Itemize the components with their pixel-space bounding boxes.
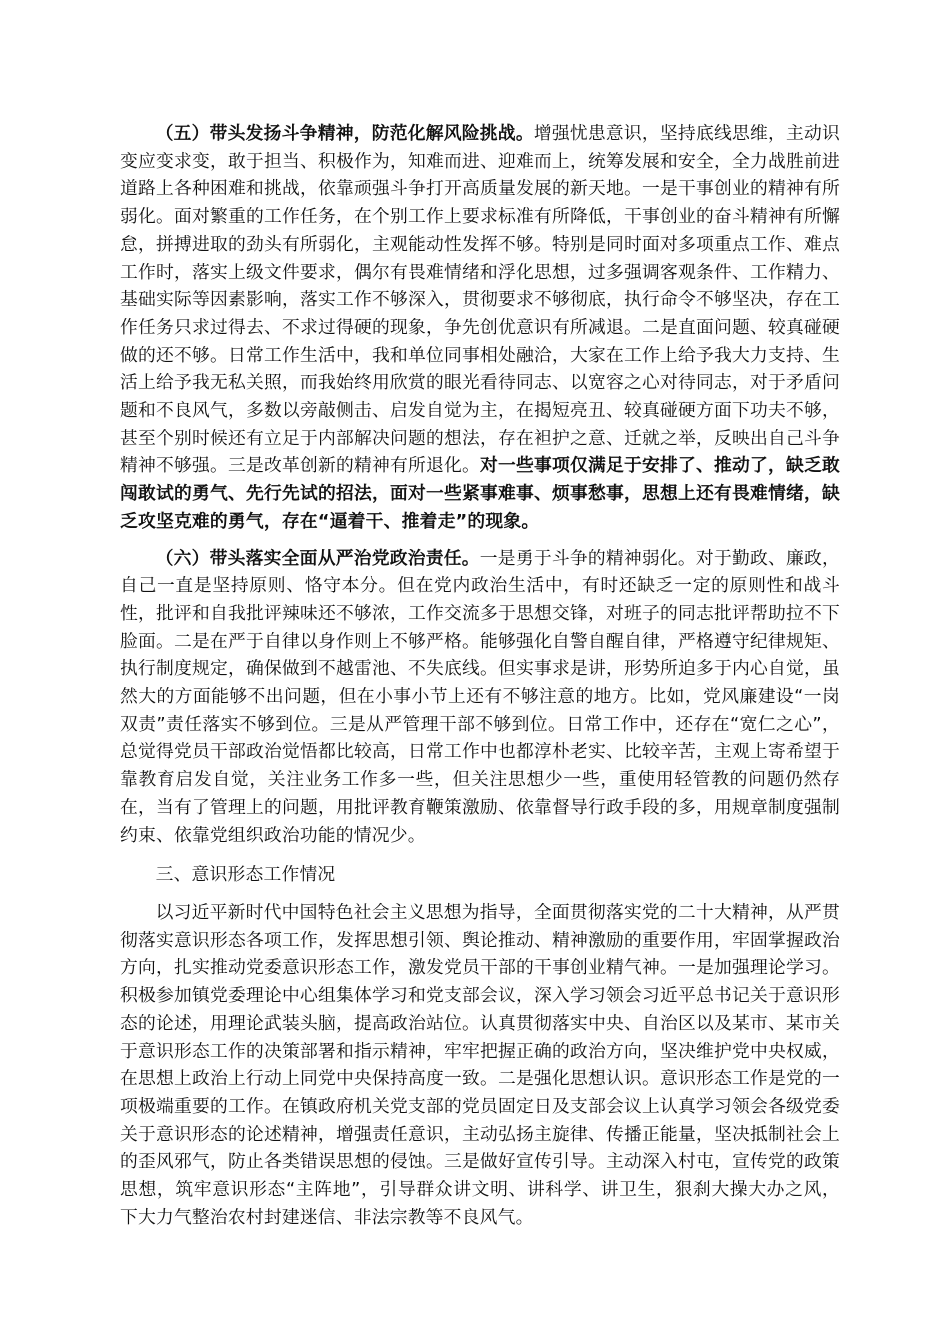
section-six-paragraph [120, 545, 840, 850]
section-five-tail: 对一些事项仅满足于安排了、推动了，缺乏敢闯敢试的勇气、先行先试的招法，面对一些紧事难事、烦事愁事，思想上还有畏难情绪，缺乏攻坚克难的勇气，存在“逼着干、推着走”的现象。 [120, 455, 840, 532]
section-six-body: 一是勇于斗争的精神弱化。对于勤政、廉政，自己一直是坚持原则、恪守本分。但在党内政治生活中，有时还缺乏一定的原则性和战斗性，批评和自我批评辣味还不够浓，工作交流多于思想交锋，对班子的同志批评帮助拉不下脸面。二是在严于自律以身作则上不够严格。能够强化自警自醒自律，严格遵守纪律规矩、执行制度规定，确保做到不越雷池、不失底线。但实事求是讲，形势所迫多于内心自觉，虽然大的方面能够不出问题，但在小事小节上还有不够注意的地方。比如，党风廉建设“一岗双责”责任落实不够到位。三是从严管理干部不够到位。日常工作中，还存在“宽仁之心”，总觉得党员干部政治觉悟都比较高，日常工作中也都淳朴老实、比较辛苦，主观上寄希望于靠教育启发自觉，关注业务工作多一些，但关注思想少一些，重使用轻管教的问题仍然存在，当有了管理上的问题，用批评教育鞭策激励、依靠督导行政手段的多，用规章制度强制约束、依靠党组织政治功能的情况少。 [120, 547, 840, 846]
section-five-lead: （五）带头发扬斗争精神，防范化解风险挑战。 [155, 123, 534, 144]
heading-ideology: 三、意识形态工作情况 [155, 864, 336, 886]
ideology-paragraph: 以习近平新时代中国特色社会主义思想为指导，全面贯彻落实党的二十大精神，从严贯彻落实意识形态各项工作，发挥思想引领、舆论推动、精神激励的重要作用，牢固掌握政治方向，扎实推动党委意识形态工作，激发党员干部的干事创业精气神。一是加强理论学习。积极参加镇党委理论中心组集体学习和党支部会议，深入学习领会习近平总书记关于意识形态的论述，用理论武装头脑，提高政治站位。认真贯彻落实中央、自治区以及某市、某市关于意识形态工作的决策部署和指示精神，牢牢把握正确的政治方向，坚决维护党中央权威，在思想上政治上行动上同党中央保持高度一致。二是强化思想认识。意识形态工作是党的一项极端重要的工作。在镇政府机关党支部的党员固定日及支部会议上认真学习领会各级党委关于意识形态的论述精神，增强责任意识，主动弘扬主旋律、传播正能量，坚决抵制社会上的歪风邪气，防止各类错误思想的侵蚀。三是做好宣传引导。主动深入村屯，宣传党的政策思想，筑牢意识形态“主阵地”，引导群众讲文明、讲科学、讲卫生，狠刹大操大办之风，下大力气整治农村封建迷信、非法宗教等不良风气。 [120, 901, 840, 1228]
section-six-lead: （六）带头落实全面从严治党政治责任。 [155, 547, 480, 569]
section-five-paragraph [120, 120, 840, 536]
document-body [120, 120, 840, 1231]
section-five-body: 增强忧患意识，坚持底线思维，主动识变应变求变，敢于担当、积极作为，知难而进、迎难而上，统筹发展和安全，全力战胜前进道路上各种困难和挑战，依靠顽强斗争打开高质量发展的新天地。一是干事创业的精神有所弱化。面对繁重的工作任务，在个别工作上要求标准有所降低，干事创业的奋斗精神有所懈怠，拼搏进取的劲头有所弱化，主观能动性发挥不够。特别是同时面对多项重点工作、难点工作时，落实上级文件要求，偶尔有畏难情绪和浮化思想，过多强调客观条件、工作精力、基础实际等因素影响，落实工作不够深入，贯彻要求不够彻底，执行命令不够坚决，存在工作任务只求过得去、不求过得硬的现象，争先创优意识有所减退。二是直面问题、较真碰硬做的还不够。日常工作生活中，我和单位同事相处融洽，大家在工作上给予我大力支持、生活上给予我无私关照，而我始终用欣赏的眼光看待同志、以宽容之心对待同志，对于矛盾问题和不良风气，多数以旁敲侧击、启发自觉为主，在揭短亮丑、较真碰硬方面下功夫不够，甚至个别时候还有立足于内部解决问题的想法，存在袒护之意、迁就之举，反映出自己斗争精神不够强。三是改革创新的精神有所退化。 [120, 123, 841, 477]
